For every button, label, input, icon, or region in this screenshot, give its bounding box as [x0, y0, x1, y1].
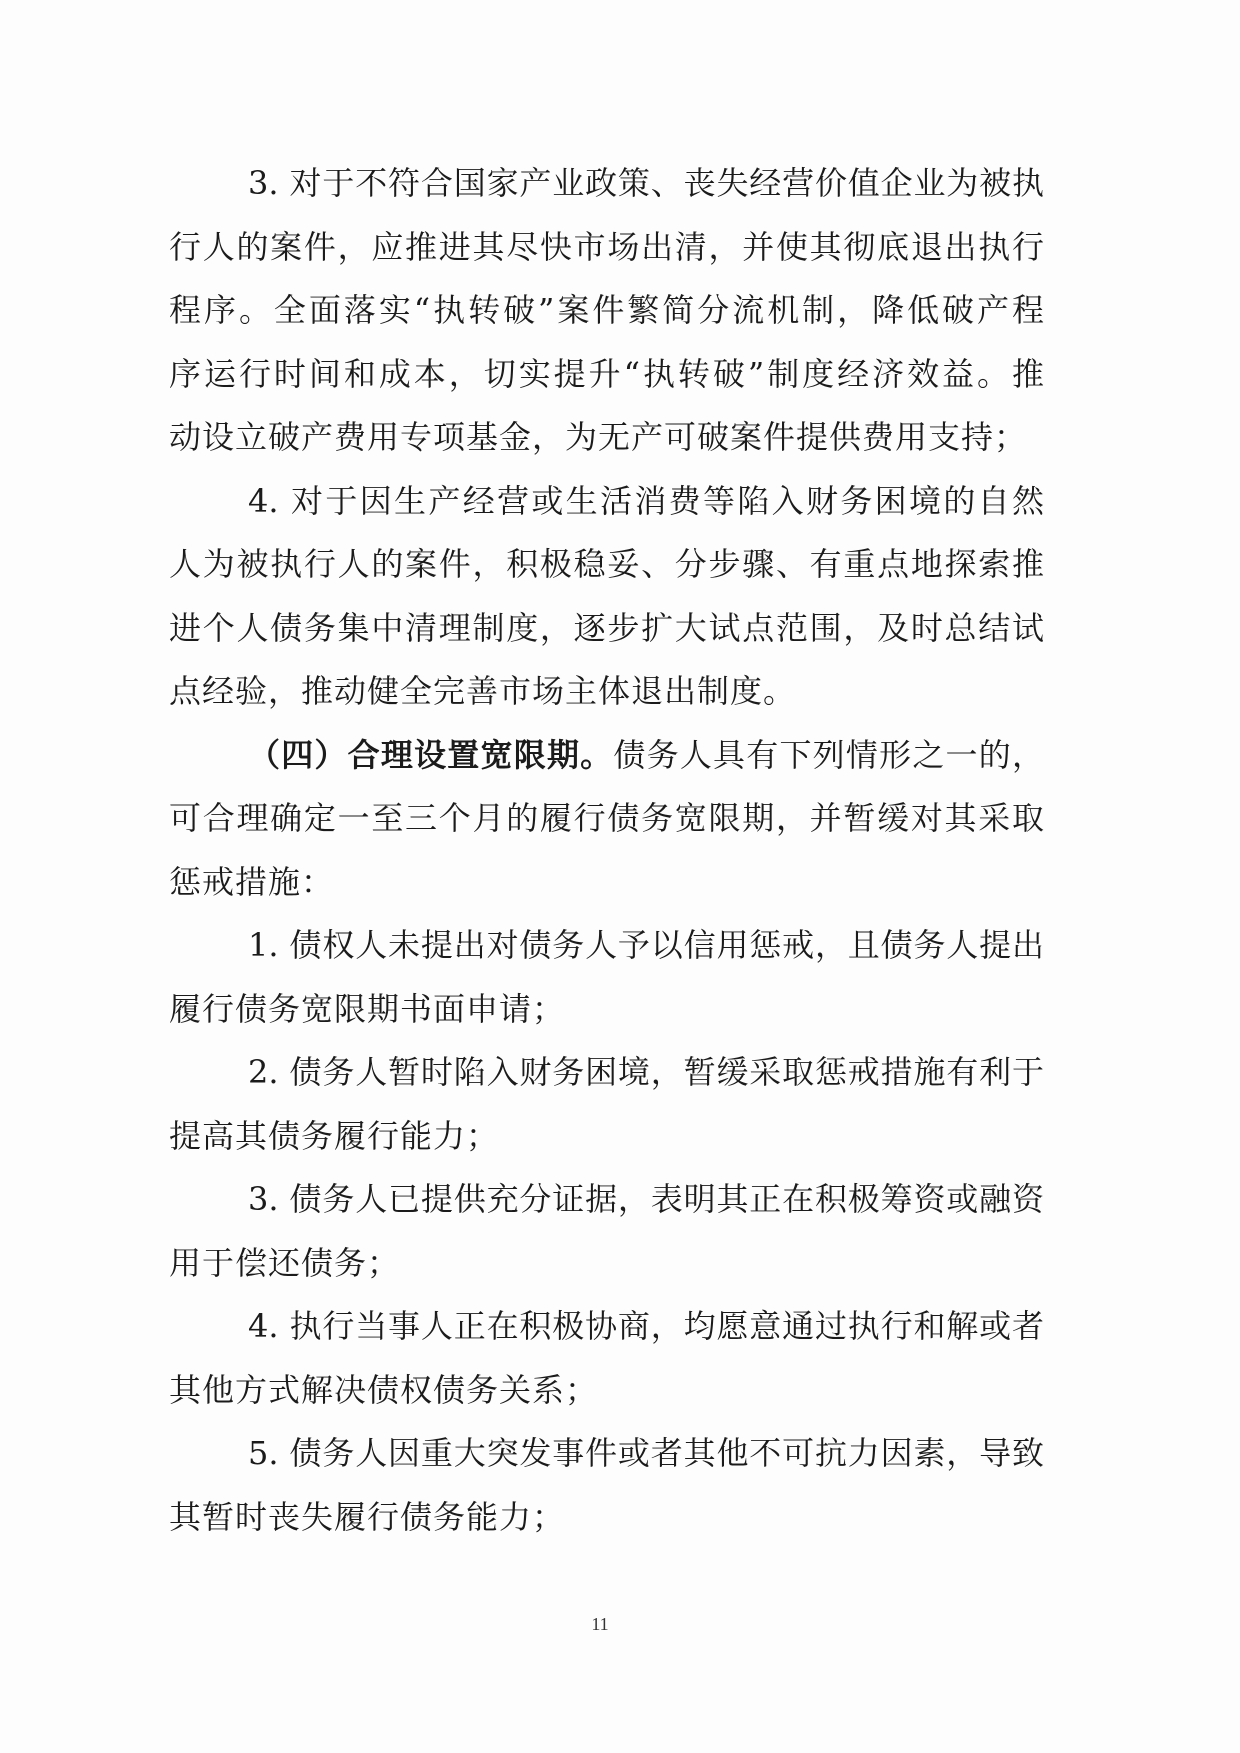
- item-4-paragraph: [169, 470, 1044, 724]
- text-line: 行人的案件，应推进其尽快市场出清，并使其彻底退出执行: [169, 227, 1044, 266]
- item-3-paragraph: [169, 152, 1044, 470]
- clause-5-paragraph: [169, 1422, 1044, 1549]
- text-line: 动设立破产费用专项基金，为无产可破案件提供费用支持；: [169, 418, 1028, 456]
- text-line: 其他方式解决债权债务关系；: [169, 1370, 599, 1409]
- text-line: 4. 执行当事人正在积极协商，均愿意通过执行和解或者: [248, 1307, 1044, 1345]
- text-line: [169, 724, 1044, 788]
- text-line: 点经验，推动健全完善市场主体退出制度。: [169, 672, 797, 710]
- section-heading-rest: 债务人具有下列情形之一的，: [613, 735, 1044, 774]
- text-line: 5. 债务人因重大突发事件或者其他不可抗力因素，导致: [248, 1434, 1044, 1472]
- section-heading: （四）合理设置宽限期。: [248, 735, 614, 774]
- clause-1-paragraph: [169, 914, 1044, 1041]
- page-number: 11: [591, 1614, 609, 1634]
- text-line: 进个人债务集中清理制度，逐步扩大试点范围，及时总结试: [169, 608, 1044, 647]
- text-line: 2. 债务人暂时陷入财务困境，暂缓采取惩戒措施有利于: [248, 1053, 1044, 1091]
- clause-2-paragraph: [169, 1041, 1044, 1168]
- text-line: 序运行时间和成本，切实提升“执转破”制度经济效益。推: [169, 354, 1044, 393]
- text-line: 1. 债权人未提出对债务人予以信用惩戒，且债务人提出: [248, 926, 1044, 964]
- text-line: 4. 对于因生产经营或生活消费等陷入财务困境的自然: [248, 481, 1044, 520]
- section-4-paragraph: [169, 724, 1044, 915]
- text-line: 其暂时丧失履行债务能力；: [169, 1497, 566, 1536]
- text-line: 提高其债务履行能力；: [169, 1116, 500, 1155]
- text-line: 可合理确定一至三个月的履行债务宽限期，并暂缓对其采取: [169, 799, 1044, 837]
- clause-3-paragraph: [169, 1168, 1044, 1295]
- text-line: 履行债务宽限期书面申请；: [169, 989, 566, 1028]
- clause-4-paragraph: [169, 1295, 1044, 1422]
- text-line: 3. 债务人已提供充分证据，表明其正在积极筹资或融资: [248, 1180, 1044, 1218]
- text-line: 惩戒措施：: [169, 862, 335, 901]
- text-line: 用于偿还债务；: [169, 1243, 401, 1282]
- text-line: 程序。全面落实“执转破”案件繁简分流机制，降低破产程: [169, 291, 1044, 329]
- text-line: 3. 对于不符合国家产业政策、丧失经营价值企业为被执: [248, 164, 1044, 202]
- document-body: [169, 152, 1044, 1549]
- text-line: 人为被执行人的案件，积极稳妥、分步骤、有重点地探索推: [169, 545, 1044, 583]
